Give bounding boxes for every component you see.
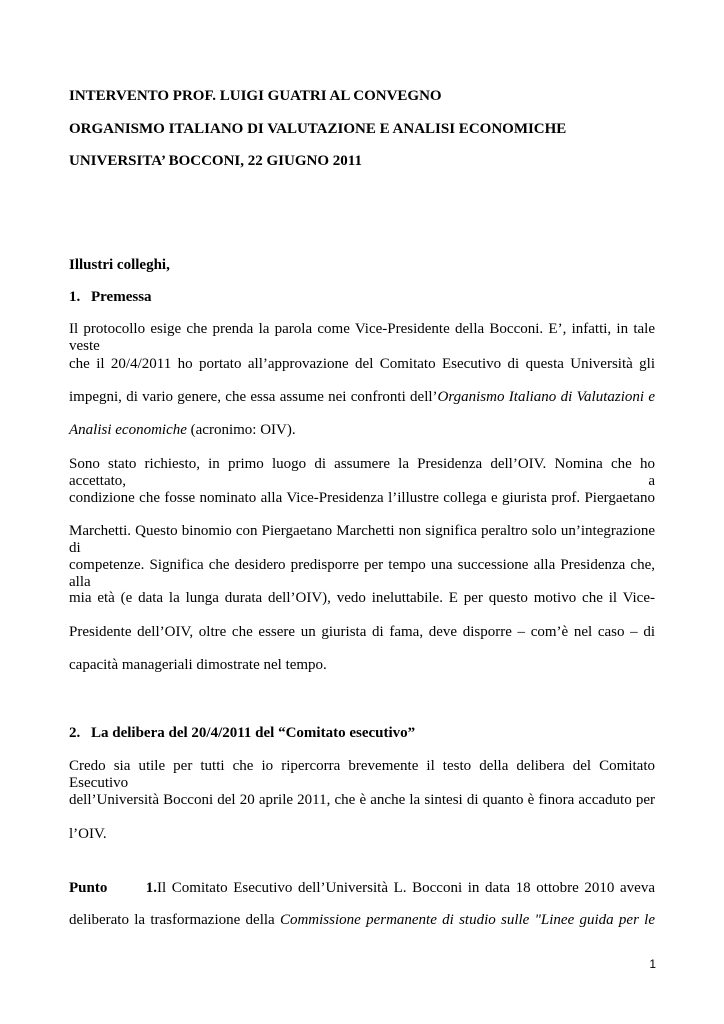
section-2-title: La delibera del 20/4/2011 del “Comitato esecutivo”	[91, 725, 416, 741]
text-span: (acronimo: OIV).	[186, 422, 296, 438]
text-span: impegni, di vario genere, che essa assume nei confronti dell’	[69, 389, 438, 405]
section-1-number: 1.	[69, 289, 81, 305]
header-line-3: UNIVERSITA’ BOCCONI, 22 GIUGNO 2011	[69, 153, 362, 169]
header-line-2: ORGANISMO ITALIANO DI VALUTAZIONE E ANALISI ECONOMICHE	[69, 121, 567, 137]
punto-1-line	[69, 912, 655, 929]
paragraph-line: Sono stato richiesto, in primo luogo di assumere la Presidenza dell’OIV. Nomina che ho accettato, a	[69, 456, 655, 489]
paragraph-line: Il protocollo esige che prenda la parola come Vice-Presidente della Bocconi. E’, infatti, in tale veste	[69, 321, 655, 354]
italic-commission-name: Commissione permanente di studio sulle "Linee guida per le	[279, 912, 656, 928]
paragraph-line: che il 20/4/2011 ho portato all’approvazione del Comitato Esecutivo di questa Università gli	[69, 356, 655, 372]
text-span: Il Comitato Esecutivo dell’Università L. Bocconi in data 18 ottobre 2010 aveva	[157, 880, 655, 896]
paragraph-line: capacità manageriali dimostrate nel tempo.	[69, 657, 327, 673]
section-2-heading	[69, 725, 415, 742]
paragraph-line: mia età (e data la lunga durata dell’OIV), vedo ineluttabile. E per questo motivo che il Vice-	[69, 590, 655, 606]
italic-organism-name: Organismo Italiano di Valutazioni e	[437, 389, 655, 405]
paragraph-line: Presidente dell’OIV, oltre che essere un giurista di fama, deve disporre – com’è nel caso – di	[69, 624, 655, 640]
text-span: deliberato la trasformazione della	[69, 912, 280, 928]
paragraph-line: competenze. Significa che desidero predisporre per tempo una successione alla Presidenza che, alla	[69, 557, 655, 590]
italic-organism-name-cont: Analisi economiche	[69, 422, 187, 438]
header-line-1: INTERVENTO PROF. LUIGI GUATRI AL CONVEGNO	[69, 88, 442, 104]
punto-1-line	[69, 880, 655, 897]
paragraph-line	[69, 389, 655, 406]
section-1-title: Premessa	[91, 289, 152, 305]
paragraph-line: Marchetti. Questo binomio con Piergaetano Marchetti non significa peraltro solo un’integrazione di	[69, 523, 655, 556]
section-1-heading	[69, 289, 152, 306]
greeting: Illustri colleghi,	[69, 257, 170, 273]
paragraph-line: dell’Università Bocconi del 20 aprile 2011, che è anche la sintesi di quanto è finora accaduto per	[69, 792, 655, 808]
paragraph-line: l’OIV.	[69, 826, 107, 842]
section-2-number: 2.	[69, 725, 81, 741]
paragraph-line: condizione che fosse nominato alla Vice-Presidenza l’illustre collega e giurista prof. Piergaetano	[69, 490, 655, 506]
punto-1-label: Punto 1.	[69, 880, 157, 896]
paragraph-line: Credo sia utile per tutti che io ripercorra brevemente il testo della delibera del Comitato Esecutivo	[69, 758, 655, 791]
paragraph-line	[69, 422, 296, 439]
page-number: 1	[649, 957, 656, 971]
